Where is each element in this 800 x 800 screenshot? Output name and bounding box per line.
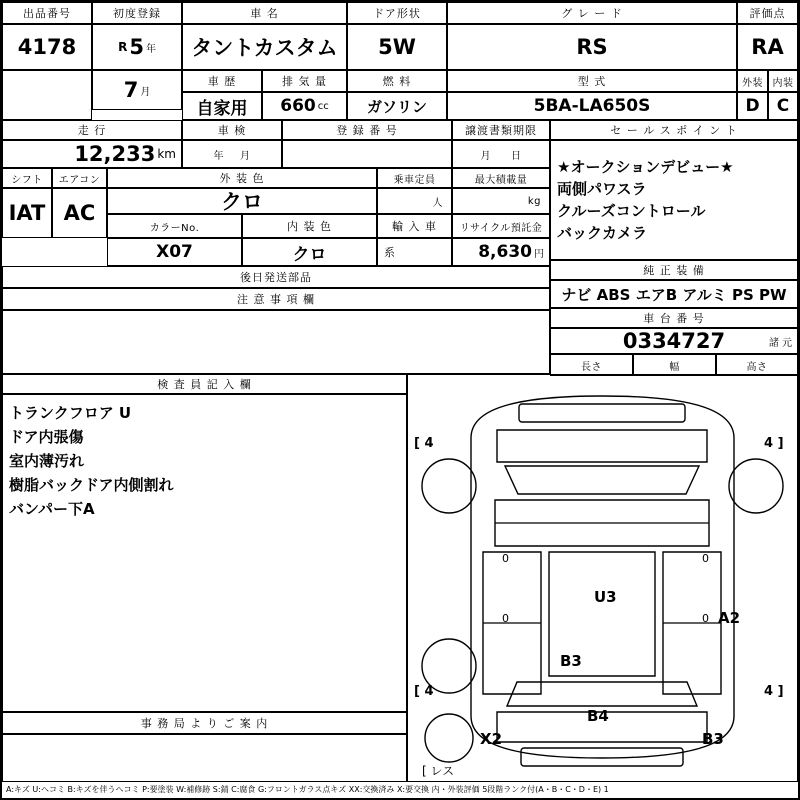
later-parts-label: 後日発送部品 <box>2 266 550 288</box>
displacement-label: 排 気 量 <box>262 70 347 92</box>
seats-unit: 人 <box>377 188 452 214</box>
diagram-mark-b3: B3 <box>560 652 582 670</box>
ac-label: エアコン <box>52 168 107 188</box>
exterior-color-value: クロ <box>107 188 377 214</box>
first-registration-value <box>92 24 182 70</box>
dimension-height-label: 高さ <box>716 354 798 376</box>
exterior-grade-value: D <box>737 92 768 120</box>
mileage-value-cell <box>2 140 182 168</box>
reg-month-value: 7 <box>123 78 139 102</box>
import-label: 輸 入 車 <box>377 214 452 238</box>
mileage-label: 走 行 <box>2 120 182 140</box>
max-load-unit: kg <box>452 188 550 214</box>
registration-number-value <box>282 140 452 168</box>
interior-color-value <box>242 238 377 266</box>
door-shape-value: 5W <box>347 24 447 70</box>
grade-value: RS <box>447 24 737 70</box>
car-name-value: タントカスタム <box>182 24 347 70</box>
inspection-month-label: 月 <box>240 150 251 162</box>
inspector-note-line: ドア内張傷 <box>9 428 84 446</box>
diagram-les-mark: [ レス <box>422 764 455 778</box>
recycle-deposit-label: リサイクル預託金 <box>452 214 550 238</box>
transfer-docs-label: 譲渡書類期限 <box>452 120 550 140</box>
diagram-mark-b4: B4 <box>587 707 609 725</box>
caution-body <box>2 310 550 374</box>
shift-value: IAT <box>2 188 52 238</box>
history-value: 自家用 <box>182 92 262 120</box>
transfer-docs-value <box>452 140 550 168</box>
sales-point-item: クルーズコントロール <box>557 202 706 220</box>
recycle-deposit-value: 8,630 <box>478 242 532 262</box>
sales-point-title: セ ー ル ス ポ イ ン ト <box>550 120 798 140</box>
diagram-mark-u3: U3 <box>594 588 617 606</box>
genuine-equipment-value: ナビ ABS エアB アルミ PS PW <box>550 280 798 308</box>
interior-grade-value: C <box>768 92 798 120</box>
diagram-right-front-mark: 4 ] <box>764 436 784 451</box>
color-number-label: カラーNo. <box>107 214 242 238</box>
mileage-value: 12,233 <box>74 142 156 166</box>
sales-point-list <box>550 140 798 260</box>
office-notice-title: 事 務 局 よ り ご 案 内 <box>2 712 407 734</box>
dimension-title: 諸 元 <box>768 338 792 349</box>
sales-point-item: 両側パワスラ <box>557 180 647 198</box>
displacement-value: 660 <box>280 96 316 116</box>
inspection-year-label: 年 <box>213 150 224 162</box>
reg-year-value: 5 <box>129 35 144 59</box>
displacement-value-cell <box>262 92 347 120</box>
import-value: 系 <box>377 238 452 266</box>
inspection-value-cell <box>182 140 282 168</box>
shift-label: シフト <box>2 168 52 188</box>
sales-point-item: バックカメラ <box>557 224 648 242</box>
seats-label: 乗車定員 <box>377 168 452 188</box>
evaluation-value: RA <box>737 24 798 70</box>
diagram-left-front-mark: [ 4 <box>414 436 434 451</box>
reg-month-unit: 月 <box>140 86 151 98</box>
first-registration-month <box>92 70 182 110</box>
door-shape-label: ドア形状 <box>347 2 447 24</box>
sales-point-item: ★オークションデビュー★ <box>557 158 734 176</box>
inspector-note-line: トランクフロア U <box>9 404 132 422</box>
lot-number-value: 4178 <box>2 24 92 70</box>
inspector-note-line: 室内薄汚れ <box>9 452 85 470</box>
interior-color-text: クロ <box>292 244 327 265</box>
registration-number-label: 登 録 番 号 <box>282 120 452 140</box>
color-number-value: X07 <box>107 238 242 266</box>
model-code-value: 5BA-LA650S <box>447 92 737 120</box>
lot-number-label: 出品番号 <box>2 2 92 24</box>
caution-title: 注 意 事 項 欄 <box>2 288 550 310</box>
legend-footer: A:キズ U:ヘコミ B:キズを伴うヘコミ P:要塗装 W:補修跡 S:錆 C:腐食 G:フロントガラス点キズ XX:交換済み X:要交換 内・外装評価 5段階ランク付(A・B・C・D・E) 1 <box>6 784 609 794</box>
history-label: 車 歴 <box>182 70 262 92</box>
diagram-small-mark: 0 <box>502 552 509 565</box>
car-name-label: 車 名 <box>182 2 347 24</box>
transfer-day-label: 日 <box>511 150 522 162</box>
max-load-label: 最大積載量 <box>452 168 550 188</box>
office-notice-body <box>2 734 407 782</box>
chassis-number-label: 車 台 番 号 <box>550 308 798 328</box>
recycle-deposit-value-cell <box>452 238 550 266</box>
inspection-label: 車 検 <box>182 120 282 140</box>
era-label: R <box>118 40 128 54</box>
inspector-title: 検 査 員 記 入 欄 <box>2 374 407 394</box>
first-registration-label: 初度登録 <box>92 2 182 24</box>
diagram-small-mark: 0 <box>702 612 709 625</box>
diagram-left-rear-mark: [ 4 <box>414 684 434 699</box>
inspector-note-line: 樹脂バックドア内側割れ <box>9 476 174 494</box>
model-code-label: 型 式 <box>447 70 737 92</box>
diagram-mark-x2: X2 <box>480 730 503 748</box>
mileage-unit: km <box>157 147 176 161</box>
interior-color-label: 内 装 色 <box>242 214 377 238</box>
fuel-label: 燃 料 <box>347 70 447 92</box>
ac-value: AC <box>52 188 107 238</box>
dimension-length-label: 長さ <box>550 354 633 376</box>
chassis-number-value: 0334727 <box>550 328 798 354</box>
diagram-mark-b3-right: B3 <box>702 730 724 748</box>
transfer-month-label: 月 <box>480 150 491 162</box>
diagram-small-mark: 0 <box>702 552 709 565</box>
inspector-note-line: バンパー下A <box>9 500 95 518</box>
recycle-deposit-unit: 円 <box>534 248 544 260</box>
displacement-unit: cc <box>317 100 329 112</box>
grade-label: グ レ ー ド <box>447 2 737 24</box>
interior-grade-label: 内装 <box>768 70 798 92</box>
dimension-width-label: 幅 <box>633 354 716 376</box>
diagram-small-mark: 0 <box>502 612 509 625</box>
reg-year-unit: 年 <box>145 43 156 55</box>
diagram-right-rear-mark: 4 ] <box>764 684 784 699</box>
inspector-notes <box>2 394 407 712</box>
evaluation-label: 評価点 <box>737 2 798 24</box>
exterior-color-label: 外 装 色 <box>107 168 377 188</box>
exterior-grade-label: 外装 <box>737 70 768 92</box>
genuine-equipment-title: 純 正 装 備 <box>550 260 798 280</box>
diagram-mark-a2: A2 <box>718 609 741 627</box>
fuel-value: ガソリン <box>347 92 447 120</box>
lot-number-spacer <box>2 70 92 120</box>
